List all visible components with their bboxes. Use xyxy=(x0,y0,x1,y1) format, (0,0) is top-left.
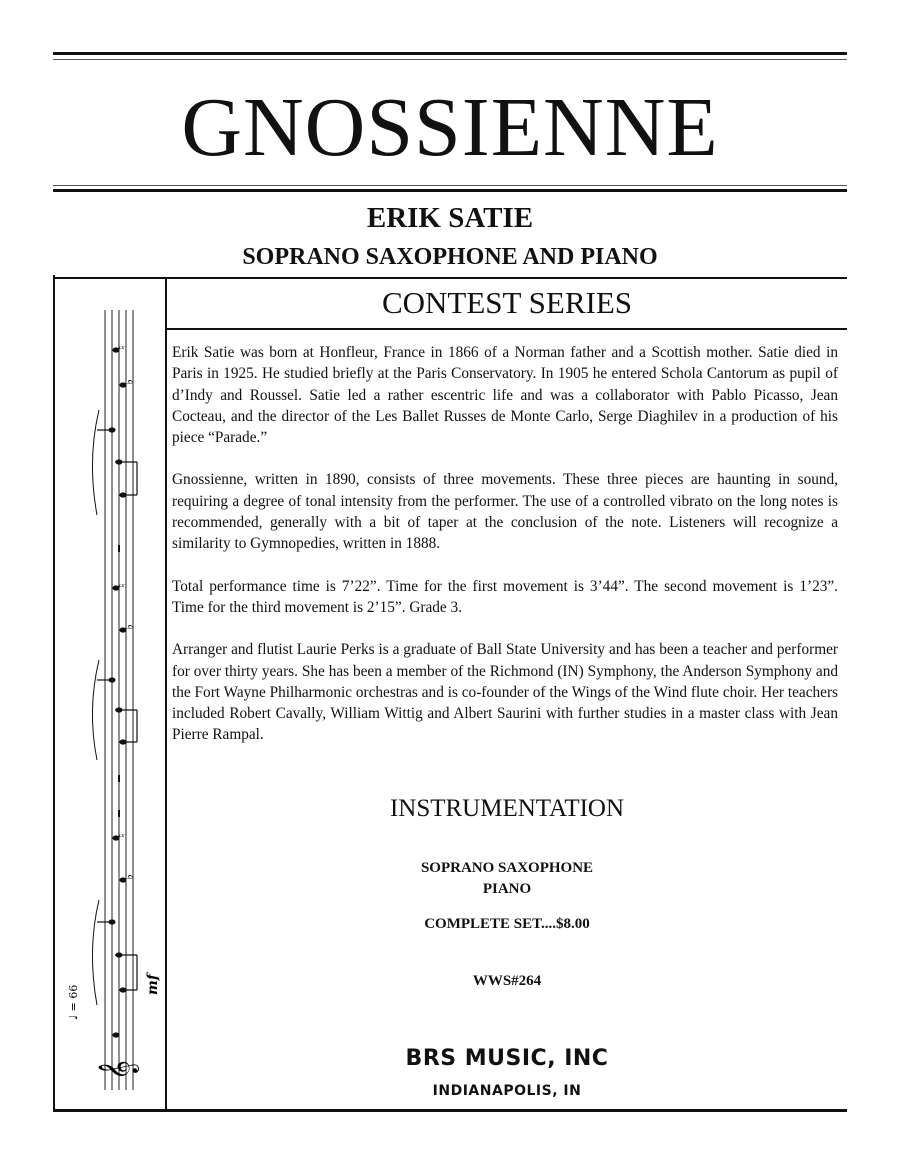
instrument-subtitle: SOPRANO SAXOPHONE AND PIANO xyxy=(242,244,658,270)
instrument-item: SOPRANO SAXOPHONE xyxy=(420,860,594,876)
price-label: COMPLETE SET....$8.00 xyxy=(424,916,590,932)
staff-lines xyxy=(105,310,133,1090)
instrument-item: PIANO xyxy=(482,881,532,897)
svg-text:♮: ♮ xyxy=(115,833,130,838)
dynamic-marking: mf xyxy=(145,974,161,995)
bio-paragraph: Erik Satie was born at Honfleur, France in 1866 of a Norman father and a Scottish mother. Satie died in Paris in 1925. He studied briefly at the Paris Conservatory. In 1905 he entered Schola Cantorum as pupil of d’Indy and Roussel. Satie led a rather escentric life and was a collaborator with Pablo Picasso, Jean Cocteau, and the director of the Les Ballet Russes de Monte Carlo, Serge Diaghilev in a production of his piece “Parade.” xyxy=(172,344,838,447)
series-heading: CONTEST SERIES xyxy=(381,285,633,320)
svg-text:♭: ♭ xyxy=(122,873,137,880)
description xyxy=(172,342,838,767)
title-rule xyxy=(53,189,847,192)
top-rule xyxy=(53,52,847,55)
frame-top xyxy=(53,277,847,279)
timing-paragraph: Total performance time is 7’22”. Time for the first movement is 3’44”. The second movement is 1’23”. Time for the third movement is 2’15”. Grade 3. xyxy=(172,577,838,616)
instrumentation-heading: INSTRUMENTATION xyxy=(389,795,625,822)
svg-text:♭: ♭ xyxy=(122,623,137,630)
frame-left xyxy=(53,275,55,1112)
frame-bottom xyxy=(53,1109,847,1112)
svg-text:♭: ♭ xyxy=(122,378,137,385)
tempo-marking: ♩ = 66 xyxy=(67,984,80,1020)
description-paragraph: Gnossienne, written in 1890, consists of three movements. These three pieces are haunting in sound, requiring a degree of tonal intensity from the performer. The use of a controlled vibrato on the long notes is recommended, generally with a bit of taper at the conclusion of the note. Listeners will recognize a similarity to Gymnopedies, written in 1888. xyxy=(172,471,838,553)
svg-text:♮: ♮ xyxy=(115,345,130,350)
treble-clef-icon: 𝄞 xyxy=(98,1059,138,1081)
publisher-city: INDIANAPOLIS, IN xyxy=(432,1083,582,1099)
title-rule-thin xyxy=(53,185,847,186)
arranger-paragraph: Arranger and flutist Laurie Perks is a graduate of Ball State University and has been a teacher and performer for over thirty years. She has been a member of the Richmond (IN) Symphony, the Anderson Symphony and the Fort Wayne Philharmonic orchestras and is co-founder of the Wings of the Wind flute choir. Her teachers included Robert Cavally, William Wittig and Albert Saurini with further studies in a master class with Jean Pierre Rampal. xyxy=(172,641,838,744)
page-title: GNOSSIENNE xyxy=(181,81,719,174)
top-rule-thin xyxy=(53,59,847,60)
series-rule xyxy=(167,328,847,330)
publisher-name: BRS MUSIC, INC xyxy=(405,1046,609,1071)
composer-name: ERIK SATIE xyxy=(366,202,534,234)
slurs xyxy=(92,410,99,1005)
svg-text:♮: ♮ xyxy=(115,583,130,588)
music-excerpt xyxy=(57,290,163,1102)
catalog-number: WWS#264 xyxy=(472,973,542,989)
note-heads xyxy=(109,347,127,1037)
note-stems xyxy=(97,430,137,990)
